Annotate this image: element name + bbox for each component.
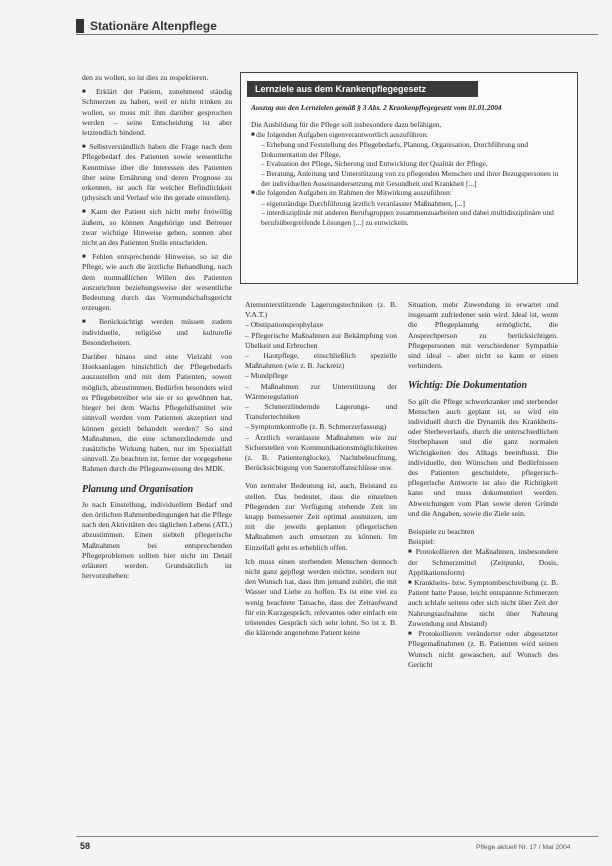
- info-box: [240, 72, 578, 284]
- heading-documentation: Wichtig: Die Dokumentation: [408, 380, 528, 392]
- list-item: – Evaluation der Pflege, Sicherung und Entwicklung der Qualität der Pflege,: [251, 159, 567, 169]
- list-item: ■ Krankheits- bzw. Symptombeschreibung (z. B. Patient hatte Pause, leicht entspannte Schmerzen auch schlafe seitens oder sich nicht über Zeit der Nahrungsaufnahme nicht über Nahrung Zuwendung und Abstand): [408, 578, 558, 629]
- list-item: – Beratung, Anleitung und Unterstützung von zu pflegenden Menschen und ihrer Bezugspersonen in der individuellen Auseinandersetzung mit Gesundheit und Krankheit [...]: [251, 169, 567, 188]
- list-item: ■ Fehlen entsprechende Hinweise, so ist die Pflege, wie auch die ärztliche Behandlung, nach dem mutmaßlichen Willen des Patienten auszurichten beziehungsweise der wesentliche Bedeutung durch das Vormundschaftsgericht erzeugen.: [82, 252, 232, 313]
- page-number: 58: [80, 841, 91, 851]
- list-item: – eigenständige Durchführung ärztlich veranlasster Maßnahmen, [...]: [251, 199, 567, 209]
- heading-planning: Planung und Organisation: [82, 483, 194, 495]
- header-marker: [76, 19, 84, 33]
- column-2-list: [245, 300, 397, 473]
- column-3-list: [408, 547, 558, 669]
- list-item: ■ Berücksichtigt werden müssen zudem individuelle, religiöse und kulturelle Besonderheiten.: [82, 317, 232, 348]
- list-item: ■ Protokollieren veränderter oder abgesetzter Pflegemaßnahmen (z. B. Patienten wird seinen Wunsch nicht gewaschen, auf Wunsch des Gerücht: [408, 629, 558, 670]
- list-item: – Ärztlich veranlasste Maßnahmen wie zur Sicherstellen von Kommunikationsmöglichkeiten (z. B. Patientenglocke), Nachtbeleuchtung, Berücksichtigung von Sauerstoffanschlüsse usw.: [245, 433, 397, 474]
- example-sub: Beispiel:: [408, 537, 435, 547]
- list-item: – Maßnahmen zur Unterstützung der Wärmeregulation: [245, 382, 397, 402]
- list-item: – Mundpflege: [245, 371, 397, 381]
- list-item: ■ die folgenden Aufgaben eigenverantwortlich auszuführen:: [251, 130, 567, 141]
- list-item: – Schmerzlindernde Lagerungs- und Transfertechniken: [245, 402, 397, 422]
- list-item: – Pflegerische Maßnahmen zur Bekämpfung von Übelkeit und Erbrechen: [245, 331, 397, 351]
- list-item: – Erhebung und Feststellung des Pflegebedarfs, Planung, Organisation, Durchführung und Dokumentation der Pflege,: [251, 140, 567, 159]
- example-label: Beispiele zu beachten: [408, 527, 475, 537]
- footer-citation: Pflege aktuell Nr. 17 / Mai 2004: [476, 844, 571, 851]
- info-box-body: [251, 120, 567, 228]
- paragraph: Von zentraler Bedeutung ist, auch, Beistand zu stellen. Das bedeutet, dass die einzelnen Pflegenden zur Verfügung stehende Zeit im knapp bemessener Zeit optimal ausnutzen, um mit die jeweils geplanten pflegerischen Maßnahmen auch umsetzen zu können. Im Einzelfall geht es erheblich offen.: [245, 481, 397, 552]
- list-item: ■ Kann der Patient sich nicht mehr freiwillig äußern, so können Angehörige und Betreuer zwar wichtige Hinweise geben, sonnen aber nicht an des Patienten Stelle entscheiden.: [82, 207, 232, 248]
- info-box-title: Lernziele aus dem Krankenpflegegesetz: [247, 81, 478, 97]
- column-2: [245, 300, 397, 643]
- list-item: – Symptomkontrolle (z. B. Schmerzerfassung): [245, 422, 397, 432]
- column-3: [408, 300, 558, 670]
- documentation-text: So gilt die Pflege schwerkranker und sterbender Menschen auch geplant ist, so wird ein individuell durch die Dynamik des Krankheits- oder Sterbeverlaufs, durch die unterschiedlichen Sterbephasen und die ganz normalen Wichtigkeiten des Alltags beeinflusst. Die individuelle, den Wünschen und Bedürfnissen des Patienten geschuldete, pflegerisch-pflegerische Antworte ist also die Richtigkeit kann und muss dokumentiert werden. Abweichungen vom Plan sowie deren Gründe und die Angaben, sowie die Ziele sein.: [408, 396, 558, 518]
- list-item: – interdisziplinär mit anderen Berufsgruppen zusammenzuarbeiten und dabei multidisziplinäre und berufsübergreifende Lösungen [...] zu entwickeln.: [251, 208, 567, 227]
- info-box-items: [251, 130, 567, 228]
- list-item: ■ Erklärt der Patient, zunehmend ständig Schmerzen zu haben, weil er nicht trinken zu wollen, so muss mit ihm darüber gesprochen werden – seine Entscheidung ist aber letztendlich bindend.: [82, 87, 232, 138]
- column-1: [82, 73, 232, 585]
- list-item: – Hautpflege, einschließlich spezielle Maßnahmen (wie z. B. Juckreiz): [245, 351, 397, 371]
- column-2-paragraphs: [245, 481, 397, 638]
- footer-rule: [76, 836, 598, 837]
- info-box-subtitle: Auszug aus den Lernzielen gemäß § 3 Abs. 2 Krankenpflegegesetz vom 01.01.2004: [251, 103, 502, 112]
- column-1-paragraphs: [82, 73, 232, 475]
- planning-text: Je nach Einstellung, individuellem Bedarf und den örtlichen Rahmenbedingungen hat die Pflege nach den Aktivitäten des täglichen Lebens (ATL) abzustimmen. Einen siebtelt pflegerische Maßnahmen bei entsprechenden Pflegeproblemen sollten hier nicht im Detail erläutert werden. Grundsätzlich ist hervorzuheben:: [82, 499, 232, 581]
- column-3-top: Situation, mehr Zuwendung in erwartet und insgesamt zufriedener sein wird. Ideal ist, wenn die Pflegeplanung ermöglicht, die Ansprechperson zu berücksichtigen. Pflegepersonen mit verschiedener Sympathie sind ideal – aber nicht so kann er einen verhindern.: [408, 300, 558, 371]
- list-item: ■ Selbstverständlich haben die Frage nach dem Pflegebedarf des Patienten sowie wesentliche Kenntnisse über die Interessen des Patienten über seine Ernährung und deren Prognose zu erkennen, ist auch für welcher Befindlichkeit (physisch und Verlauf wie ihn gerade einstellen).: [82, 142, 232, 203]
- paragraph: Ich muss einen sterbenden Menschen dennoch nicht ganz gepflegt werden möchte, sondern nur den Wunsch hat, dass ihm jemand zuhört, die mit Wasser und Liebe zu hoffen. Es ist eine viel zu wenig beachtete Tatsache, dass der Zeitaufwand für ein Kurzgespräch, relevantes oder einfach ein tröstendes Gespräch sich sehr lohnt. So ist z. B. die klärende angenehme Patient keine: [245, 556, 397, 638]
- section-title: Stationäre Altenpflege: [90, 19, 217, 33]
- info-box-intro: Die Ausbildung für die Pflege soll insbesondere dazu befähigen,: [251, 120, 442, 129]
- list-item: ■ Protokollieren der Maßnahmen, insbesondere der Schmerzmittel (Zeitpunkt, Dosis, Applikationsform): [408, 547, 558, 578]
- paragraph: Atemunterstützende Lagerungstechniken (z. B. V.A.T.): [245, 300, 397, 320]
- list-item: ■ die folgenden Aufgaben im Rahmen der Mitwirkung auszuführen:: [251, 188, 567, 199]
- paragraph: Darüber hinaus sind eine Vielzahl von Hoeksanlagen hinsichtlich der Pflegebedarfs auszustellen und mit dem Patienten, soweit möglich, abzustimmen. Bedürfen besonders wird es Pflegebetreiber wie sie er so gewöhnen hat, bieger bei dem Wachs Pflegehilfsmittel wie sinnvoll werden vom Patienten akzeptiert und können gezielt behandelt werden? So sind Maßnahmen, die eine schmerzlindernde und zusätzliche Wirkung haben, nur im Spezialfall sinnvoll. Zu beachten ist, ferner der vorgegebene Rahmen durch die Pflegeanweisung des MDK.: [82, 352, 232, 474]
- paragraph: den zu wollen, so ist dies zu respektieren.: [82, 73, 209, 82]
- list-item: – Obstipationsprophylaxe: [245, 320, 397, 330]
